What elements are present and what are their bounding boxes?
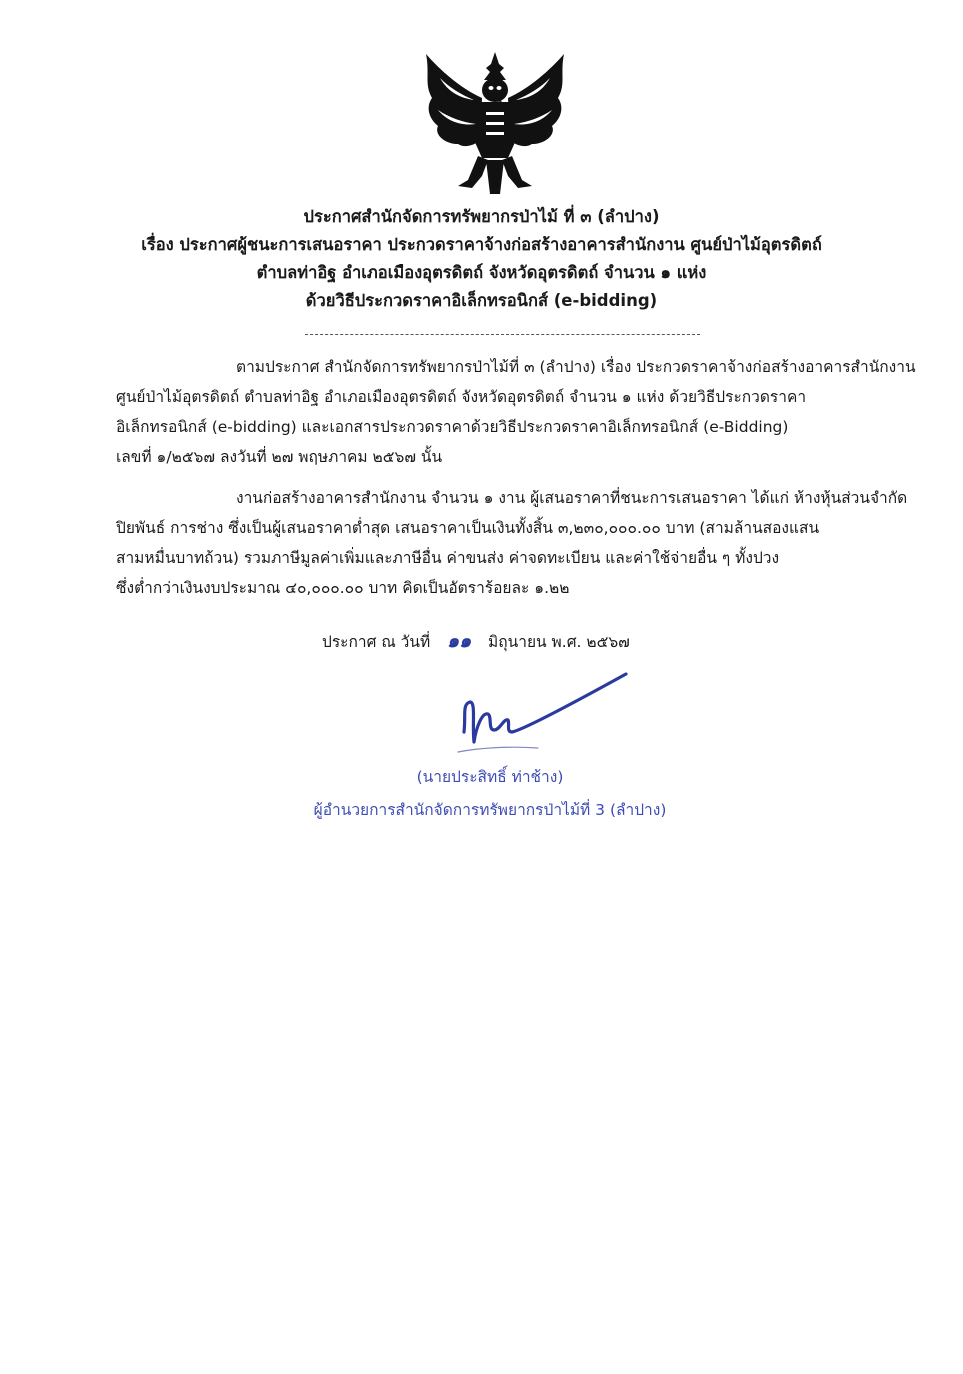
announcement-date xyxy=(322,626,630,657)
signer-position: ผู้อำนวยการสำนักจัดการทรัพยากรป่าไม้ที่ 3 (ลำปาง) xyxy=(313,801,667,819)
date-month-year: มิถุนายน พ.ศ. ๒๕๖๗ xyxy=(488,633,630,651)
header-method: ด้วยวิธีประกวดราคาอิเล็กทรอนิกส์ (e-bidding) xyxy=(305,291,658,310)
body-paragraph-1 xyxy=(116,352,916,472)
paragraph-line: สามหมื่นบาทถ้วน) รวมภาษีมูลค่าเพิ่มและภาษีอื่น ค่าขนส่ง ค่าจดทะเบียน และค่าใช้จ่ายอื่น ๆ ทั้งปวง xyxy=(116,549,780,567)
body-paragraph-2 xyxy=(116,483,908,603)
paragraph-line: ซึ่งต่ำกว่าเงินงบประมาณ ๔๐,๐๐๐.๐๐ บาท คิดเป็นอัตราร้อยละ ๑.๒๒ xyxy=(116,579,570,597)
paragraph-line: ตามประกาศ สำนักจัดการทรัพยากรป่าไม้ที่ ๓ (ลำปาง) เรื่อง ประกวดราคาจ้างก่อสร้างอาคารสำนักงาน xyxy=(236,358,916,376)
paragraph-line: ศูนย์ป่าไม้อุตรดิตถ์ ตำบลท่าอิฐ อำเภอเมืองอุตรดิตถ์ จังหวัดอุตรดิตถ์ จำนวน ๑ แห่ง ด้วยวิธีประกวดราคา xyxy=(116,388,807,406)
paragraph-line: เลขที่ ๑/๒๕๖๗ ลงวันที่ ๒๗ พฤษภาคม ๒๕๖๗ นั้น xyxy=(116,448,443,466)
header-title: ประกาศสำนักจัดการทรัพยากรป่าไม้ ที่ ๓ (ลำปาง) xyxy=(303,207,660,226)
document-header xyxy=(60,203,903,315)
header-location: ตำบลท่าอิฐ อำเภอเมืองอุตรดิตถ์ จังหวัดอุตรดิตถ์ จำนวน ๑ แห่ง xyxy=(256,263,707,282)
signature-icon xyxy=(448,668,633,760)
paragraph-line: งานก่อสร้างอาคารสำนักงาน จำนวน ๑ งาน ผู้เสนอราคาที่ชนะการเสนอราคา ได้แก่ ห้างหุ้นส่วนจำกัด xyxy=(236,489,908,507)
garuda-emblem-icon xyxy=(420,48,570,198)
date-prefix: ประกาศ ณ วันที่ xyxy=(322,633,431,651)
paragraph-line: อิเล็กทรอนิกส์ (e-bidding) และเอกสารประกวดราคาด้วยวิธีประกวดราคาอิเล็กทรอนิกส์ (e-Bidding) xyxy=(116,418,789,436)
header-subject: เรื่อง ประกาศผู้ชนะการเสนอราคา ประกวดราคาจ้างก่อสร้างอาคารสำนักงาน ศูนย์ป่าไม้อุตรดิตถ์ xyxy=(141,235,822,254)
date-day-handwritten: ๑๑ xyxy=(447,630,472,652)
signer-name: (นายประสิทธิ์ ท่าช้าง) xyxy=(416,768,564,786)
header-divider xyxy=(305,334,700,335)
paragraph-line: ปิยพันธ์ การช่าง ซึ่งเป็นผู้เสนอราคาต่ำสุด เสนอราคาเป็นเงินทั้งสิ้น ๓,๒๓๐,๐๐๐.๐๐ บาท (สามล้านสองแสน xyxy=(116,519,820,537)
